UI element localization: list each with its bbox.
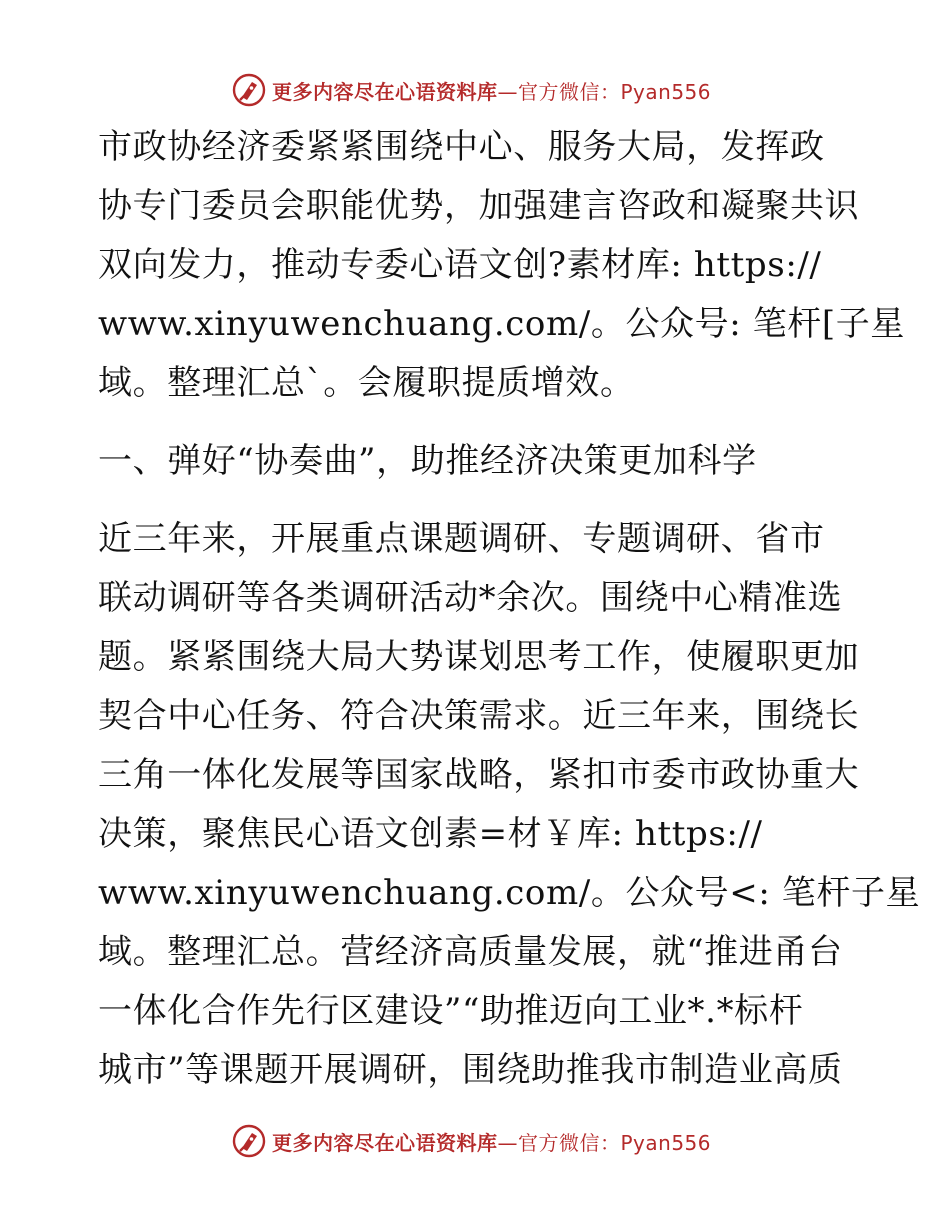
heading-line: 一、弹好“协奏曲”，助推经济决策更加科学 (98, 441, 757, 481)
watermark-dash: — (497, 1130, 518, 1155)
text-line: 题。紧紧围绕大局大势谋划思考工作，使履职更加 (98, 637, 860, 677)
header-watermark (232, 70, 711, 110)
paragraph-spacer (98, 413, 858, 432)
watermark-text (272, 76, 711, 105)
text-line: 协专门委员会职能优势，加强建言咨政和凝聚共识 (98, 186, 860, 226)
text-line: 一体化合作先行区建设”“助推迈向工业*.*标杆 (98, 991, 804, 1031)
text-line: 城市”等课题开展调研，围绕助推我市制造业高质 (98, 1050, 843, 1090)
text-line: 市政协经济委紧紧围绕中心、服务大局，发挥政 (98, 127, 825, 167)
section-heading (98, 432, 858, 491)
text-line: 三角一体化发展等国家战略，紧扣市委市政协重大 (98, 755, 860, 795)
watermark-main: 更多内容尽在心语资料库 (272, 79, 498, 104)
watermark-text (272, 1127, 711, 1156)
paragraph-intro (98, 118, 905, 413)
paragraph-body (98, 510, 921, 1100)
footer-watermark (232, 1121, 711, 1161)
text-line: 双向发力，推动专委心语文创?素材库: https:// (98, 245, 822, 285)
watermark-dash: — (497, 79, 518, 104)
document-body (98, 118, 921, 1100)
pen-nib-seal-icon (232, 1124, 266, 1158)
text-line: 域。整理汇总`。会履职提质增效。 (98, 363, 635, 403)
pen-nib-seal-icon (232, 73, 266, 107)
text-line: 近三年来，开展重点课题调研、专题调研、省市 (98, 519, 825, 559)
text-line: 域。整理汇总。营经济高质量发展，就“推进甬台 (98, 932, 843, 972)
watermark-main: 更多内容尽在心语资料库 (272, 1130, 498, 1155)
text-line: 决策，聚焦民心语文创素=材￥库: https:// (98, 814, 763, 854)
text-line: 联动调研等各类调研活动*余次。围绕中心精准选 (98, 578, 843, 618)
text-line: 契合中心任务、符合决策需求。近三年来，围绕长 (98, 696, 860, 736)
text-line: www.xinyuwenchuang.com/。公众号: 笔杆[子星 (98, 304, 905, 344)
watermark-tail: 官方微信：Pyan556 (518, 1130, 712, 1155)
paragraph-spacer (98, 491, 858, 510)
watermark-tail: 官方微信：Pyan556 (518, 79, 712, 104)
text-line: www.xinyuwenchuang.com/。公众号<: 笔杆子星 (98, 873, 921, 913)
